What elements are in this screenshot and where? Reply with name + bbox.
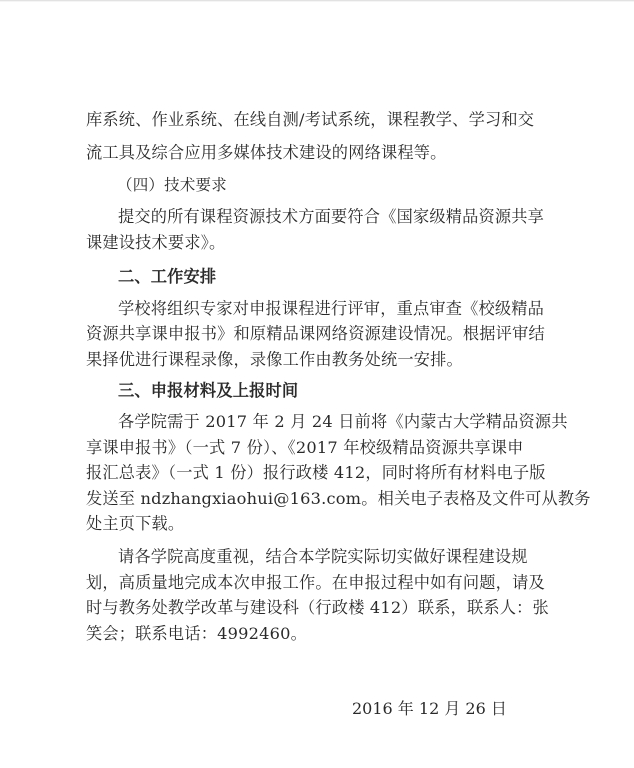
section-subheading: （四）技术要求 — [117, 176, 227, 194]
body-line: 资源共享课申报书》和原精品课网络资源建设情况。根据评审结 — [86, 324, 545, 343]
section-heading: 二、工作安排 — [118, 267, 217, 286]
body-line: 课建设技术要求》。 — [86, 233, 226, 252]
section-heading: 三、申报材料及上报时间 — [118, 381, 299, 400]
body-line: 各学院需于 2017 年 2 月 24 日前将《内蒙古大学精品资源共 — [118, 412, 568, 431]
body-line: 库系统、作业系统、在线自测/考试系统，课程教学、学习和交 — [86, 110, 535, 129]
body-line: 享课申报书》（一式 7 份）、《2017 年校级精品资源共享课申 — [86, 438, 524, 457]
body-line: 笑会；联系电话：4992460。 — [86, 624, 307, 643]
scan-edge — [0, 0, 634, 2]
body-line: 流工具及综合应用多媒体技术建设的网络课程等。 — [86, 143, 447, 162]
body-line: 处主页下载。 — [86, 514, 185, 533]
body-line: 报汇总表》（一式 1 份）报行政楼 412，同时将所有材料电子版 — [86, 463, 546, 482]
body-line: 果择优进行课程录像，录像工作由教务处统一安排。 — [86, 350, 463, 369]
body-line: 划，高质量地完成本次申报工作。在申报过程中如有问题，请及 — [86, 573, 545, 592]
body-line: 请各学院高度重视，结合本学院实际切实做好课程建设规 — [118, 547, 528, 566]
document-date: 2016 年 12 月 26 日 — [352, 699, 507, 718]
body-line: 发送至 ndzhangxiaohui@163.com。相关电子表格及文件可从教务 — [86, 489, 591, 508]
body-line: 时与教务处教学改革与建设科（行政楼 412）联系，联系人：张 — [86, 598, 549, 617]
body-line: 提交的所有课程资源技术方面要符合《国家级精品资源共享 — [118, 207, 545, 226]
body-line: 学校将组织专家对申报课程进行评审，重点审查《校级精品 — [118, 299, 545, 318]
